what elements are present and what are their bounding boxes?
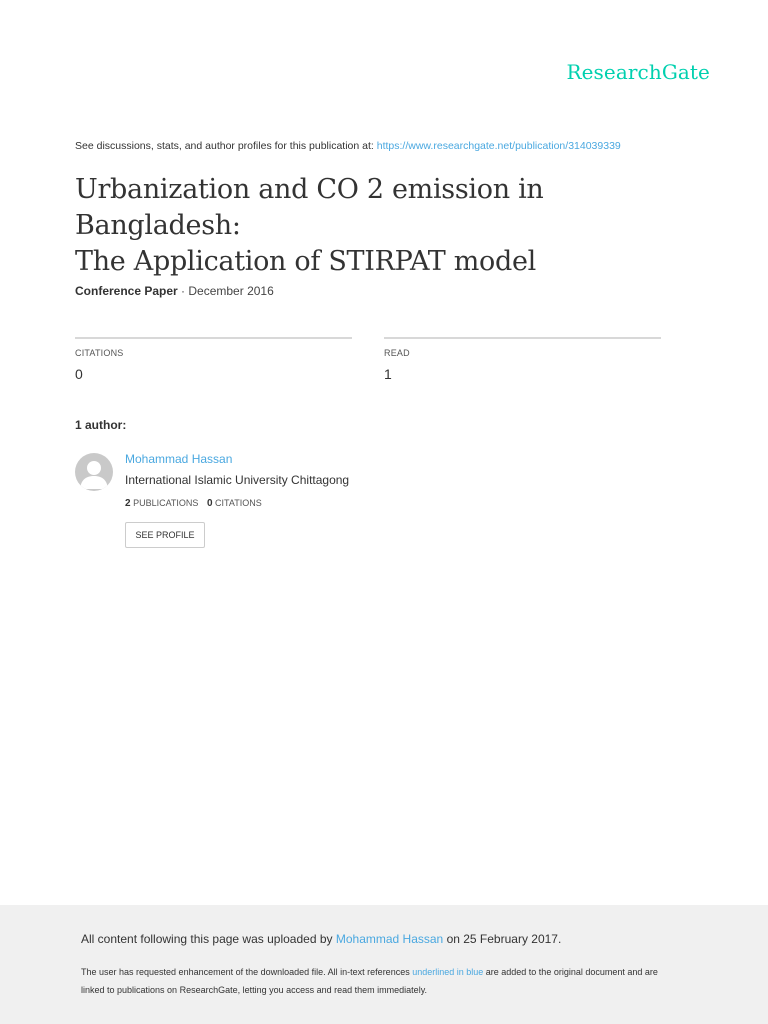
publication-type: Conference Paper [75, 284, 178, 298]
paper-title [75, 172, 715, 280]
reads-value: 1 [384, 366, 392, 382]
author-citations-count: 0 [206, 498, 213, 509]
publication-date: December 2016 [188, 284, 274, 298]
upload-prefix: All content following this page was uploaded by [81, 932, 336, 946]
author-publications-count: 2 [125, 498, 131, 509]
underlined-in-blue-link[interactable]: underlined in blue [412, 967, 484, 977]
author-name-link[interactable]: Mohammad Hassan [125, 452, 233, 466]
publication-meta [75, 284, 274, 298]
enhancement-note [81, 963, 681, 999]
upload-footer [0, 905, 768, 1024]
upload-info [81, 932, 561, 946]
citations-label: CITATIONS [75, 348, 124, 358]
reads-label: READ [384, 348, 410, 358]
upload-suffix: on 25 February 2017. [443, 932, 562, 946]
publication-link-line [75, 140, 621, 152]
author-citations-label: CITATIONS [215, 498, 262, 508]
paper-title-line-2: The Application of STIRPAT model [75, 246, 537, 277]
authors-heading: 1 author: [75, 418, 127, 432]
author-avatar-icon[interactable] [75, 453, 113, 491]
author-publications-label: PUBLICATIONS [133, 498, 199, 508]
publication-url-link[interactable]: https://www.researchgate.net/publication/314039339 [376, 140, 621, 152]
reads-stat [384, 337, 661, 382]
note-text-2: are added to the original document and are linked to publications on ResearchGate, letting you access and read them immediately. [81, 967, 658, 995]
person-silhouette-icon [75, 453, 113, 491]
citations-stat [75, 337, 352, 382]
author-stats [125, 498, 262, 509]
note-text-1: The user has requested enhancement of the downloaded file. All in-text references [81, 967, 413, 977]
meta-separator: · [177, 284, 189, 298]
see-profile-button[interactable]: SEE PROFILE [125, 522, 205, 548]
author-institution: International Islamic University Chittagong [125, 473, 350, 487]
paper-title-line-1: Urbanization and CO 2 emission in Bangladesh: [75, 174, 544, 241]
see-discussions-text: See discussions, stats, and author profiles for this publication at: [75, 140, 377, 152]
citations-value: 0 [75, 366, 83, 382]
uploader-link[interactable]: Mohammad Hassan [335, 932, 444, 946]
researchgate-logo[interactable]: ResearchGate [566, 60, 710, 84]
